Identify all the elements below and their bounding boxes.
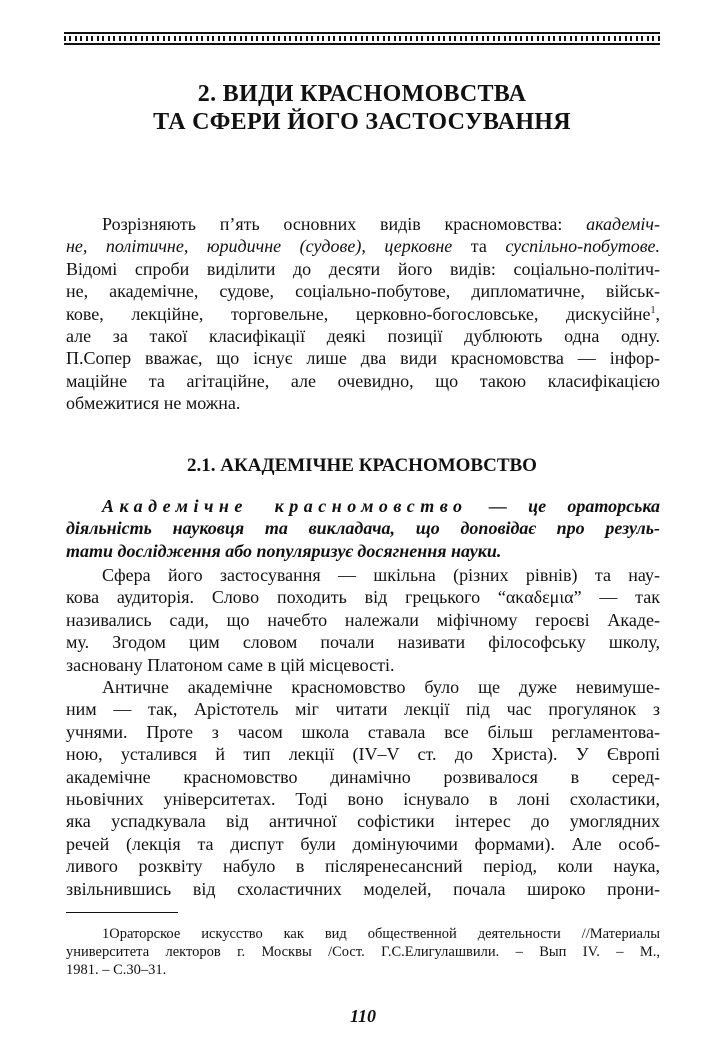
intro-line: маційне та агітаційне, але очевидно, що такою класифікацією bbox=[66, 370, 660, 391]
greek-key-border bbox=[64, 32, 660, 45]
intro-line: обмежитися не можна. bbox=[66, 393, 241, 414]
definition-line: Академічне красномовство — це ораторська bbox=[102, 496, 661, 516]
body-line: ливого розквіту набуло в післяренесансний період, коли наука, bbox=[66, 856, 660, 877]
footnote bbox=[66, 925, 660, 979]
intro-line: Розрізняють п’ять основних видів красномовства: академіч- bbox=[102, 214, 660, 234]
footnote-line: 1981. – С.30–31. bbox=[66, 962, 167, 978]
page-number: 110 bbox=[349, 1006, 376, 1026]
body-line: речей (лекція та диспут були домінуючими формами). Але особ- bbox=[66, 833, 660, 854]
footnote-marker: 1 bbox=[650, 304, 656, 316]
intro-line: кове, лекційне, торговельне, церковно-богословське, дискусійне$^1$, bbox=[66, 303, 660, 324]
body-line: ньовічних університетах. Тоді воно існувало в лоні схоластики, bbox=[66, 789, 660, 810]
chapter-title bbox=[64, 80, 660, 136]
chapter-title-line-2: ТА СФЕРИ ЙОГО ЗАСТОСУВАННЯ bbox=[153, 109, 571, 135]
body-line: ним — так, Арістотель міг читати лекції під час прогулянок з bbox=[66, 699, 660, 720]
definition-term: Академічне красномовство bbox=[102, 496, 468, 516]
body-line: кова аудиторія. Слово походить від грецького “ακαδεμια” — так bbox=[66, 587, 660, 608]
body-line: му. Згодом цим словом почали називати філософську школу, bbox=[66, 632, 660, 653]
definition-line: тати дослідження або популяризує досягнення науки. bbox=[66, 540, 502, 561]
intro-line: але за такої класифікації деякі позиції дублюють одна одну. bbox=[66, 326, 660, 347]
intro-line: не, політичне, юридичне (судове), церковне та суспільно-побутове. bbox=[66, 236, 660, 257]
footnote-divider bbox=[66, 912, 178, 913]
intro-paragraph bbox=[66, 213, 660, 415]
definition-line: діяльність науковця та викладача, що доповідає про резуль- bbox=[66, 518, 660, 539]
section-heading: 2.1. АКАДЕМІЧНЕ КРАСНОМОВСТВО bbox=[187, 455, 537, 476]
body-line: Античне академічне красномовство було ще дуже невимуше- bbox=[102, 677, 660, 697]
body-line: засновану Платоном саме в цій місцевості. bbox=[66, 654, 395, 675]
intro-line: Відомі спроби виділити до десяти його видів: соціально-політич- bbox=[66, 258, 660, 279]
body-line: ною, устaлився й тип лекції (IV–V ст. до Христа). У Європі bbox=[66, 744, 660, 765]
definition-paragraph bbox=[66, 495, 660, 562]
body-line: яка успадкувала від античної софістики інтерес до умоглядних bbox=[66, 811, 660, 832]
chapter-title-line-1: 2. ВИДИ КРАСНОМОВСТВА bbox=[197, 81, 527, 107]
footnote-line: 1Ораторское искусство как вид общественной деятельности //Материалы bbox=[102, 926, 660, 942]
footnote-line: университета лекторов г. Москвы /Сост. Г.С.Елигулашвили. – Вып IV. – М., bbox=[66, 944, 660, 960]
intro-line: П.Сопер вважає, що існує лише два види красномовства — інфор- bbox=[66, 348, 660, 369]
body-line: академічне красномовство динамічно розвивалося в серед- bbox=[66, 766, 660, 787]
intro-line: не, академічне, судове, соціально-побутове, дипломатичне, військ- bbox=[66, 281, 660, 302]
body-line: звільнившись від схоластичних моделей, почала широко прони- bbox=[66, 878, 660, 899]
paragraph-sphere bbox=[66, 564, 660, 676]
body-line: учнями. Проте з часом школа ставала все більш регламентова- bbox=[66, 721, 660, 742]
body-line: Сфера його застосування — шкільна (різних рівнів) та нау- bbox=[102, 565, 660, 585]
paragraph-history bbox=[66, 676, 660, 900]
body-line: називались сади, що начебто належали міфічному героєві Акаде- bbox=[66, 609, 660, 630]
